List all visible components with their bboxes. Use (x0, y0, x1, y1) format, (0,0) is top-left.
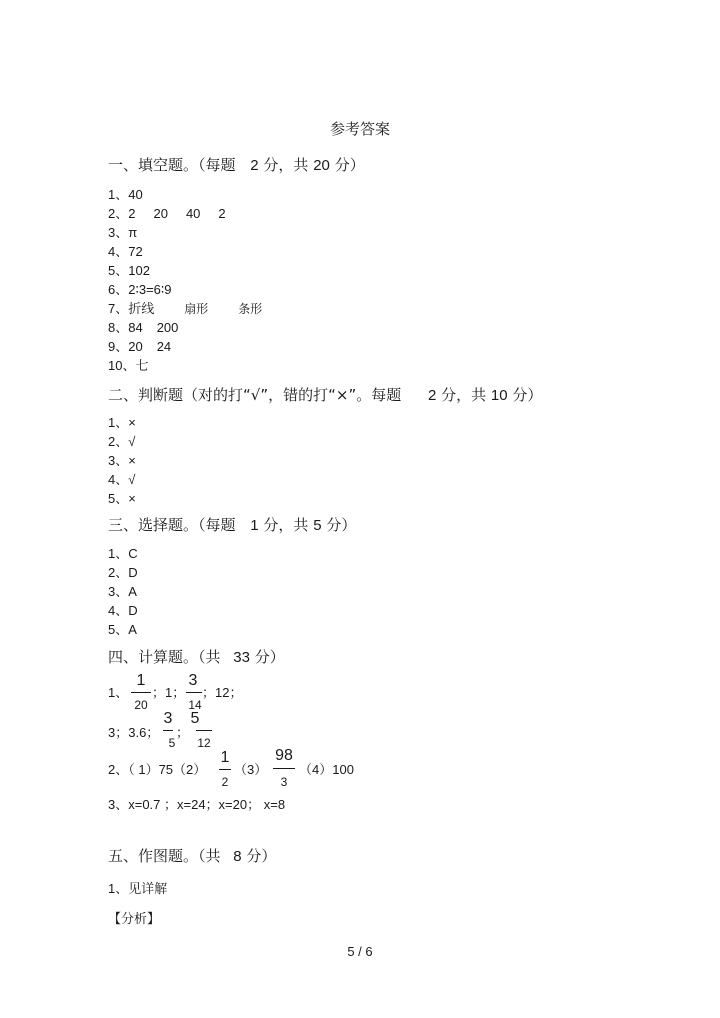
s4-line-1-sep: ；1； (152, 685, 186, 700)
fraction-bar (219, 769, 231, 770)
s1-answer-8-b: 200 (156, 320, 179, 335)
s1-answer-9-b: 24 (156, 339, 172, 354)
s1-answer-2-c: 40 (185, 206, 201, 221)
fraction (160, 710, 176, 728)
analysis-label: 【分析】 (108, 911, 161, 926)
s2-answer-1: 1、× (108, 415, 136, 430)
section-2-points-each: 2 (428, 387, 437, 404)
fraction-numerator: 1 (220, 749, 230, 766)
fraction-denominator: 12 (197, 736, 211, 750)
fraction-denominator-box (271, 775, 297, 789)
s4-line-3-c: （4）100 (299, 762, 354, 777)
section-3-heading-a: 三、选择题。（每题 (108, 516, 236, 534)
fraction-numerator: 98 (275, 747, 293, 764)
section-2-heading-a: 二、判断题（对的打“√”，错的打“×”。每题 (108, 386, 402, 404)
s1-answer-5: 5、102 (108, 263, 150, 278)
fraction-denominator: 14 (188, 698, 202, 712)
s4-line-1-tail: ；12； (202, 685, 243, 700)
page-number: 5 / 6 (347, 944, 373, 959)
s1-answer-7 (108, 298, 262, 317)
fraction-numerator: 3 (163, 710, 173, 727)
s2-answer-3: 3、× (108, 453, 136, 468)
s5-answer-1: 1、见详解 (108, 881, 168, 896)
fraction (128, 672, 154, 690)
fraction-bar (273, 768, 295, 769)
fraction-denominator: 2 (221, 775, 229, 789)
s1-answer-4: 4、72 (108, 244, 143, 259)
s2-answer-5: 5、× (108, 491, 136, 506)
section-4-points-total: 33 (233, 649, 250, 666)
s1-answer-2-d: 2 (218, 206, 226, 221)
s4-line-4: 3、x=0.7 ；x=24；x=20； x=8 (108, 797, 286, 812)
section-5-heading (108, 845, 276, 866)
fraction-denominator: 5 (168, 736, 176, 750)
s1-answer-8 (108, 317, 178, 336)
section-5-heading-c: 分） (246, 847, 277, 865)
s1-answer-3: 3、π (108, 225, 138, 240)
fraction-bar (131, 692, 151, 693)
fraction-bar (163, 730, 173, 731)
s1-answer-8-a: 8、84 (108, 320, 143, 335)
section-3-heading (108, 514, 356, 535)
fraction-numerator: 5 (190, 710, 200, 727)
section-5-points-total: 8 (233, 848, 242, 865)
section-1-heading-a: 一、填空题。（每题 (108, 156, 236, 174)
section-3-points-total: 5 (313, 517, 322, 534)
s1-answer-2-a: 2、2 (108, 206, 136, 221)
s1-answer-2 (108, 203, 226, 222)
s1-answer-1: 1、40 (108, 187, 143, 202)
section-3-heading-c: 分，共 (263, 516, 309, 534)
section-3-points-each: 1 (250, 517, 259, 534)
s1-answer-7-a: 7、折线 (108, 301, 155, 316)
s3-answer-4: 4、D (108, 603, 138, 618)
fraction (218, 749, 232, 767)
section-1-points-total: 20 (313, 157, 330, 174)
fraction-denominator-box (128, 698, 154, 712)
fraction (271, 747, 297, 765)
s1-answer-7-b: 扇形 (184, 302, 209, 316)
s1-answer-9 (108, 336, 171, 355)
section-2-heading-c: 分，共 (441, 386, 487, 404)
s2-answer-4: 4、√ (108, 472, 136, 487)
section-2-points-total: 10 (490, 387, 508, 404)
page-title: 参考答案 (329, 120, 390, 138)
s3-answer-2: 2、D (108, 565, 138, 580)
section-5-heading-a: 五、作图题。（共 (108, 847, 221, 865)
fraction (186, 710, 204, 728)
s4-line-3-b: （3） (234, 762, 268, 777)
s3-answer-1: 1、C (108, 546, 138, 561)
fraction-denominator: 20 (134, 698, 148, 712)
section-3-heading-e: 分） (326, 516, 357, 534)
fraction-denominator: 3 (280, 775, 288, 789)
section-1-heading-c: 分，共 (263, 156, 309, 174)
section-1-heading (108, 154, 365, 175)
fraction-bar (186, 692, 202, 693)
section-4-heading-c: 分） (254, 648, 285, 666)
s1-answer-6: 6、2∶3=6∶9 (108, 282, 172, 297)
s4-line-1-prefix: 1、 (108, 685, 129, 700)
fraction-numerator: 3 (188, 672, 198, 689)
section-1-heading-e: 分） (334, 156, 365, 174)
fraction-denominator-box (193, 736, 215, 750)
section-2-heading (108, 384, 542, 405)
section-4-heading (108, 646, 285, 667)
fraction-bar (196, 730, 212, 731)
s4-line-2-sep: ； (176, 725, 190, 740)
section-1-points-each: 2 (250, 157, 259, 174)
s1-answer-7-c: 条形 (238, 302, 263, 316)
s1-answer-10: 10、七 (108, 358, 149, 373)
s4-line-2-prefix: 3；3.6； (108, 725, 160, 740)
fraction-numerator: 1 (136, 672, 146, 689)
section-2-heading-e: 分） (512, 386, 543, 404)
s3-answer-5: 5、A (108, 622, 137, 637)
section-4-heading-a: 四、计算题。（共 (108, 648, 221, 666)
s1-answer-9-a: 9、20 (108, 339, 143, 354)
s4-line-3-a: 2、（ 1）75（2） (108, 762, 207, 777)
fraction-denominator-box (218, 775, 232, 789)
s3-answer-3: 3、A (108, 584, 137, 599)
s2-answer-2: 2、√ (108, 434, 136, 449)
s1-answer-2-b: 20 (153, 206, 168, 221)
